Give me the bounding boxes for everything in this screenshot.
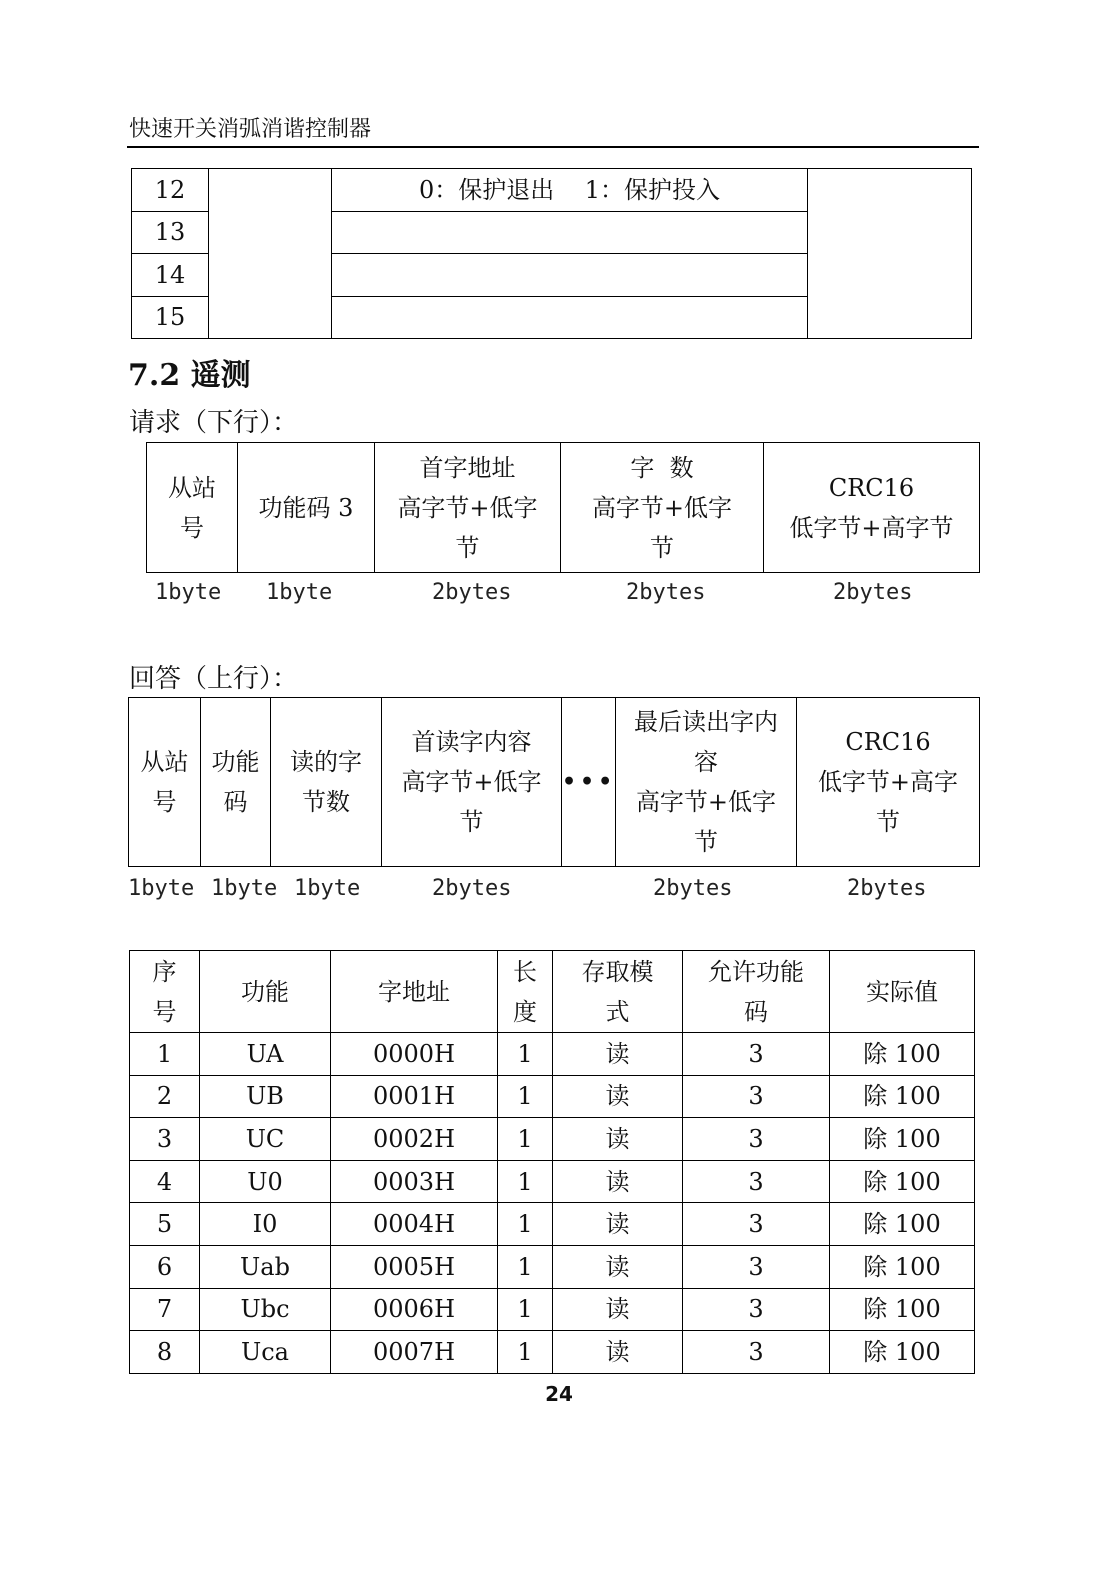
row-description: 0：保护退出 1：保护投入 <box>332 169 808 212</box>
cell-line: CRC16 <box>845 728 931 756</box>
cell-line: 式 <box>605 997 630 1026</box>
cell-line: 度 <box>513 997 537 1026</box>
cell-length: 1 <box>498 1118 553 1161</box>
byte-size-label: 1byte <box>211 876 278 901</box>
cell-address: 0001H <box>331 1075 498 1118</box>
cell-line: 节 <box>876 808 900 836</box>
cell-function-code: 3 <box>683 1245 830 1288</box>
cell-line: 码 <box>223 788 248 816</box>
cell-line: 码 <box>744 997 768 1026</box>
cell-function-code: 3 <box>683 1160 830 1203</box>
register-table <box>129 950 975 1374</box>
table-row <box>130 1331 975 1374</box>
cell-access-mode: 读 <box>553 1331 683 1374</box>
cell-line: 节 <box>694 828 718 856</box>
cell-function: Uca <box>200 1331 331 1374</box>
table-row <box>130 1203 975 1246</box>
cell-line: 高字节+低字 <box>635 788 777 816</box>
cell-line: ••• <box>562 769 617 795</box>
cell-line: 号 <box>152 997 177 1026</box>
cell-index: 4 <box>130 1160 200 1203</box>
cell-access-mode: 读 <box>553 1118 683 1161</box>
cell-line: 长 <box>513 957 537 986</box>
cell-function-code: 3 <box>683 1331 830 1374</box>
cell-line: 高字节+低字 <box>397 493 538 522</box>
cell-length: 1 <box>498 1245 553 1288</box>
cell-actual-value: 除 100 <box>830 1160 975 1203</box>
cell-line: 首读字内容 <box>411 728 532 756</box>
response-label: 回答（上行）： <box>129 664 299 694</box>
row-description <box>332 296 808 339</box>
column-header <box>830 951 975 1033</box>
cell-access-mode: 读 <box>553 1033 683 1076</box>
cell-length: 1 <box>498 1331 553 1374</box>
cell-function: UA <box>200 1033 331 1076</box>
response-field-cell <box>201 698 271 867</box>
request-field-cell <box>147 443 238 573</box>
table-row <box>130 1288 975 1331</box>
cell-line: 读的字 <box>290 748 362 776</box>
cell-length: 1 <box>498 1288 553 1331</box>
cell-line: 号 <box>152 788 177 816</box>
cell-line: 首字地址 <box>419 453 516 482</box>
table-row <box>130 1160 975 1203</box>
cell-function: UB <box>200 1075 331 1118</box>
cell-line: 高字节+低字 <box>401 768 542 796</box>
cell-actual-value: 除 100 <box>830 1033 975 1076</box>
byte-size-label: 2bytes <box>847 876 927 901</box>
byte-size-label: 2bytes <box>432 580 512 605</box>
section-title: 7.2 遥测 <box>128 358 251 393</box>
page-number: 24 <box>545 1382 573 1406</box>
cell-address: 0003H <box>331 1160 498 1203</box>
cell-function-code: 3 <box>683 1033 830 1076</box>
cell-line: 从站 <box>140 748 189 776</box>
cell-length: 1 <box>498 1075 553 1118</box>
byte-size-label: 2bytes <box>833 580 913 605</box>
column-header <box>200 951 331 1033</box>
cell-line: 号 <box>180 513 204 542</box>
table-row <box>132 169 972 212</box>
table-header-row <box>130 951 975 1033</box>
cell-address: 0006H <box>331 1288 498 1331</box>
byte-size-label: 2bytes <box>432 876 512 901</box>
cell-index: 3 <box>130 1118 200 1161</box>
cell-address: 0004H <box>331 1203 498 1246</box>
cell-index: 5 <box>130 1203 200 1246</box>
cell-length: 1 <box>498 1160 553 1203</box>
cell-index: 1 <box>130 1033 200 1076</box>
cell-actual-value: 除 100 <box>830 1288 975 1331</box>
register-table-body <box>130 1033 975 1374</box>
request-field-cell <box>238 443 375 573</box>
cell-line: 节 <box>650 533 674 562</box>
cell-function-code: 3 <box>683 1118 830 1161</box>
cell-address: 0005H <box>331 1245 498 1288</box>
table-row <box>130 1033 975 1076</box>
column-header <box>331 951 498 1033</box>
response-field-cell <box>616 698 797 867</box>
cell-address: 0007H <box>331 1331 498 1374</box>
cell-function-code: 3 <box>683 1288 830 1331</box>
cell-access-mode: 读 <box>553 1288 683 1331</box>
cell-function: Ubc <box>200 1288 331 1331</box>
cell-line: 低字节+高字 <box>817 768 959 796</box>
cell-actual-value: 除 100 <box>830 1331 975 1374</box>
response-field-cell <box>271 698 382 867</box>
cell-index: 8 <box>130 1331 200 1374</box>
cell-line: 字地址 <box>378 977 450 1006</box>
cell-access-mode: 读 <box>553 1160 683 1203</box>
cell-actual-value: 除 100 <box>830 1075 975 1118</box>
byte-size-label: 1byte <box>128 876 195 901</box>
cell-line: 容 <box>694 748 718 776</box>
merged-cell <box>808 169 972 339</box>
cell-function: I0 <box>200 1203 331 1246</box>
cell-line: 高字节+低字 <box>591 493 733 522</box>
cell-line: CRC16 <box>828 473 915 502</box>
table-row <box>130 1118 975 1161</box>
cell-line: 字 数 <box>630 453 694 482</box>
row-index: 14 <box>132 254 209 297</box>
request-frame-table <box>146 442 980 573</box>
cell-index: 2 <box>130 1075 200 1118</box>
cell-actual-value: 除 100 <box>830 1118 975 1161</box>
cell-actual-value: 除 100 <box>830 1245 975 1288</box>
cell-line: 节 <box>459 808 484 836</box>
ellipsis-cell <box>562 698 616 867</box>
protection-table <box>131 168 972 339</box>
cell-function: Uab <box>200 1245 331 1288</box>
response-field-cell <box>382 698 562 867</box>
column-header <box>683 951 830 1033</box>
cell-address: 0002H <box>331 1118 498 1161</box>
byte-size-label: 2bytes <box>626 580 706 605</box>
cell-line: 序 <box>152 957 177 986</box>
column-header <box>553 951 683 1033</box>
cell-function-code: 3 <box>683 1203 830 1246</box>
cell-function: UC <box>200 1118 331 1161</box>
byte-size-label: 1byte <box>155 580 222 605</box>
header-rule <box>127 146 979 148</box>
row-description <box>332 211 808 254</box>
response-frame-table <box>128 697 980 867</box>
byte-size-label: 1byte <box>294 876 361 901</box>
request-field-cell <box>764 443 980 573</box>
cell-length: 1 <box>498 1033 553 1076</box>
cell-line: 低字节+高字节 <box>789 513 954 542</box>
table-row <box>130 1245 975 1288</box>
cell-address: 0000H <box>331 1033 498 1076</box>
request-field-cell <box>375 443 561 573</box>
cell-line: 节 <box>455 533 480 562</box>
row-index: 15 <box>132 296 209 339</box>
cell-line: 允许功能 <box>708 957 804 986</box>
row-index: 12 <box>132 169 209 212</box>
cell-access-mode: 读 <box>553 1203 683 1246</box>
request-label: 请求（下行）： <box>129 408 299 438</box>
response-field-cell <box>797 698 980 867</box>
cell-line: 最后读出字内 <box>634 708 778 736</box>
cell-line: 实际值 <box>866 977 938 1006</box>
cell-line: 节数 <box>302 788 350 816</box>
byte-size-label: 2bytes <box>653 876 733 901</box>
row-description <box>332 254 808 297</box>
cell-index: 6 <box>130 1245 200 1288</box>
cell-line: 功能 <box>241 977 289 1006</box>
cell-actual-value: 除 100 <box>830 1203 975 1246</box>
cell-length: 1 <box>498 1203 553 1246</box>
cell-access-mode: 读 <box>553 1075 683 1118</box>
document-header-title: 快速开关消弧消谐控制器 <box>129 117 372 142</box>
merged-cell <box>209 169 332 339</box>
request-field-cell <box>561 443 764 573</box>
cell-line: 存取模 <box>581 957 654 986</box>
cell-line: 功能码 3 <box>258 493 354 522</box>
cell-line: 功能 <box>211 748 260 776</box>
table-row <box>130 1075 975 1118</box>
cell-index: 7 <box>130 1288 200 1331</box>
column-header <box>498 951 553 1033</box>
row-index: 13 <box>132 211 209 254</box>
column-header <box>130 951 200 1033</box>
response-field-cell <box>129 698 201 867</box>
cell-function-code: 3 <box>683 1075 830 1118</box>
cell-access-mode: 读 <box>553 1245 683 1288</box>
byte-size-label: 1byte <box>266 580 333 605</box>
cell-function: U0 <box>200 1160 331 1203</box>
cell-line: 从站 <box>168 473 216 502</box>
